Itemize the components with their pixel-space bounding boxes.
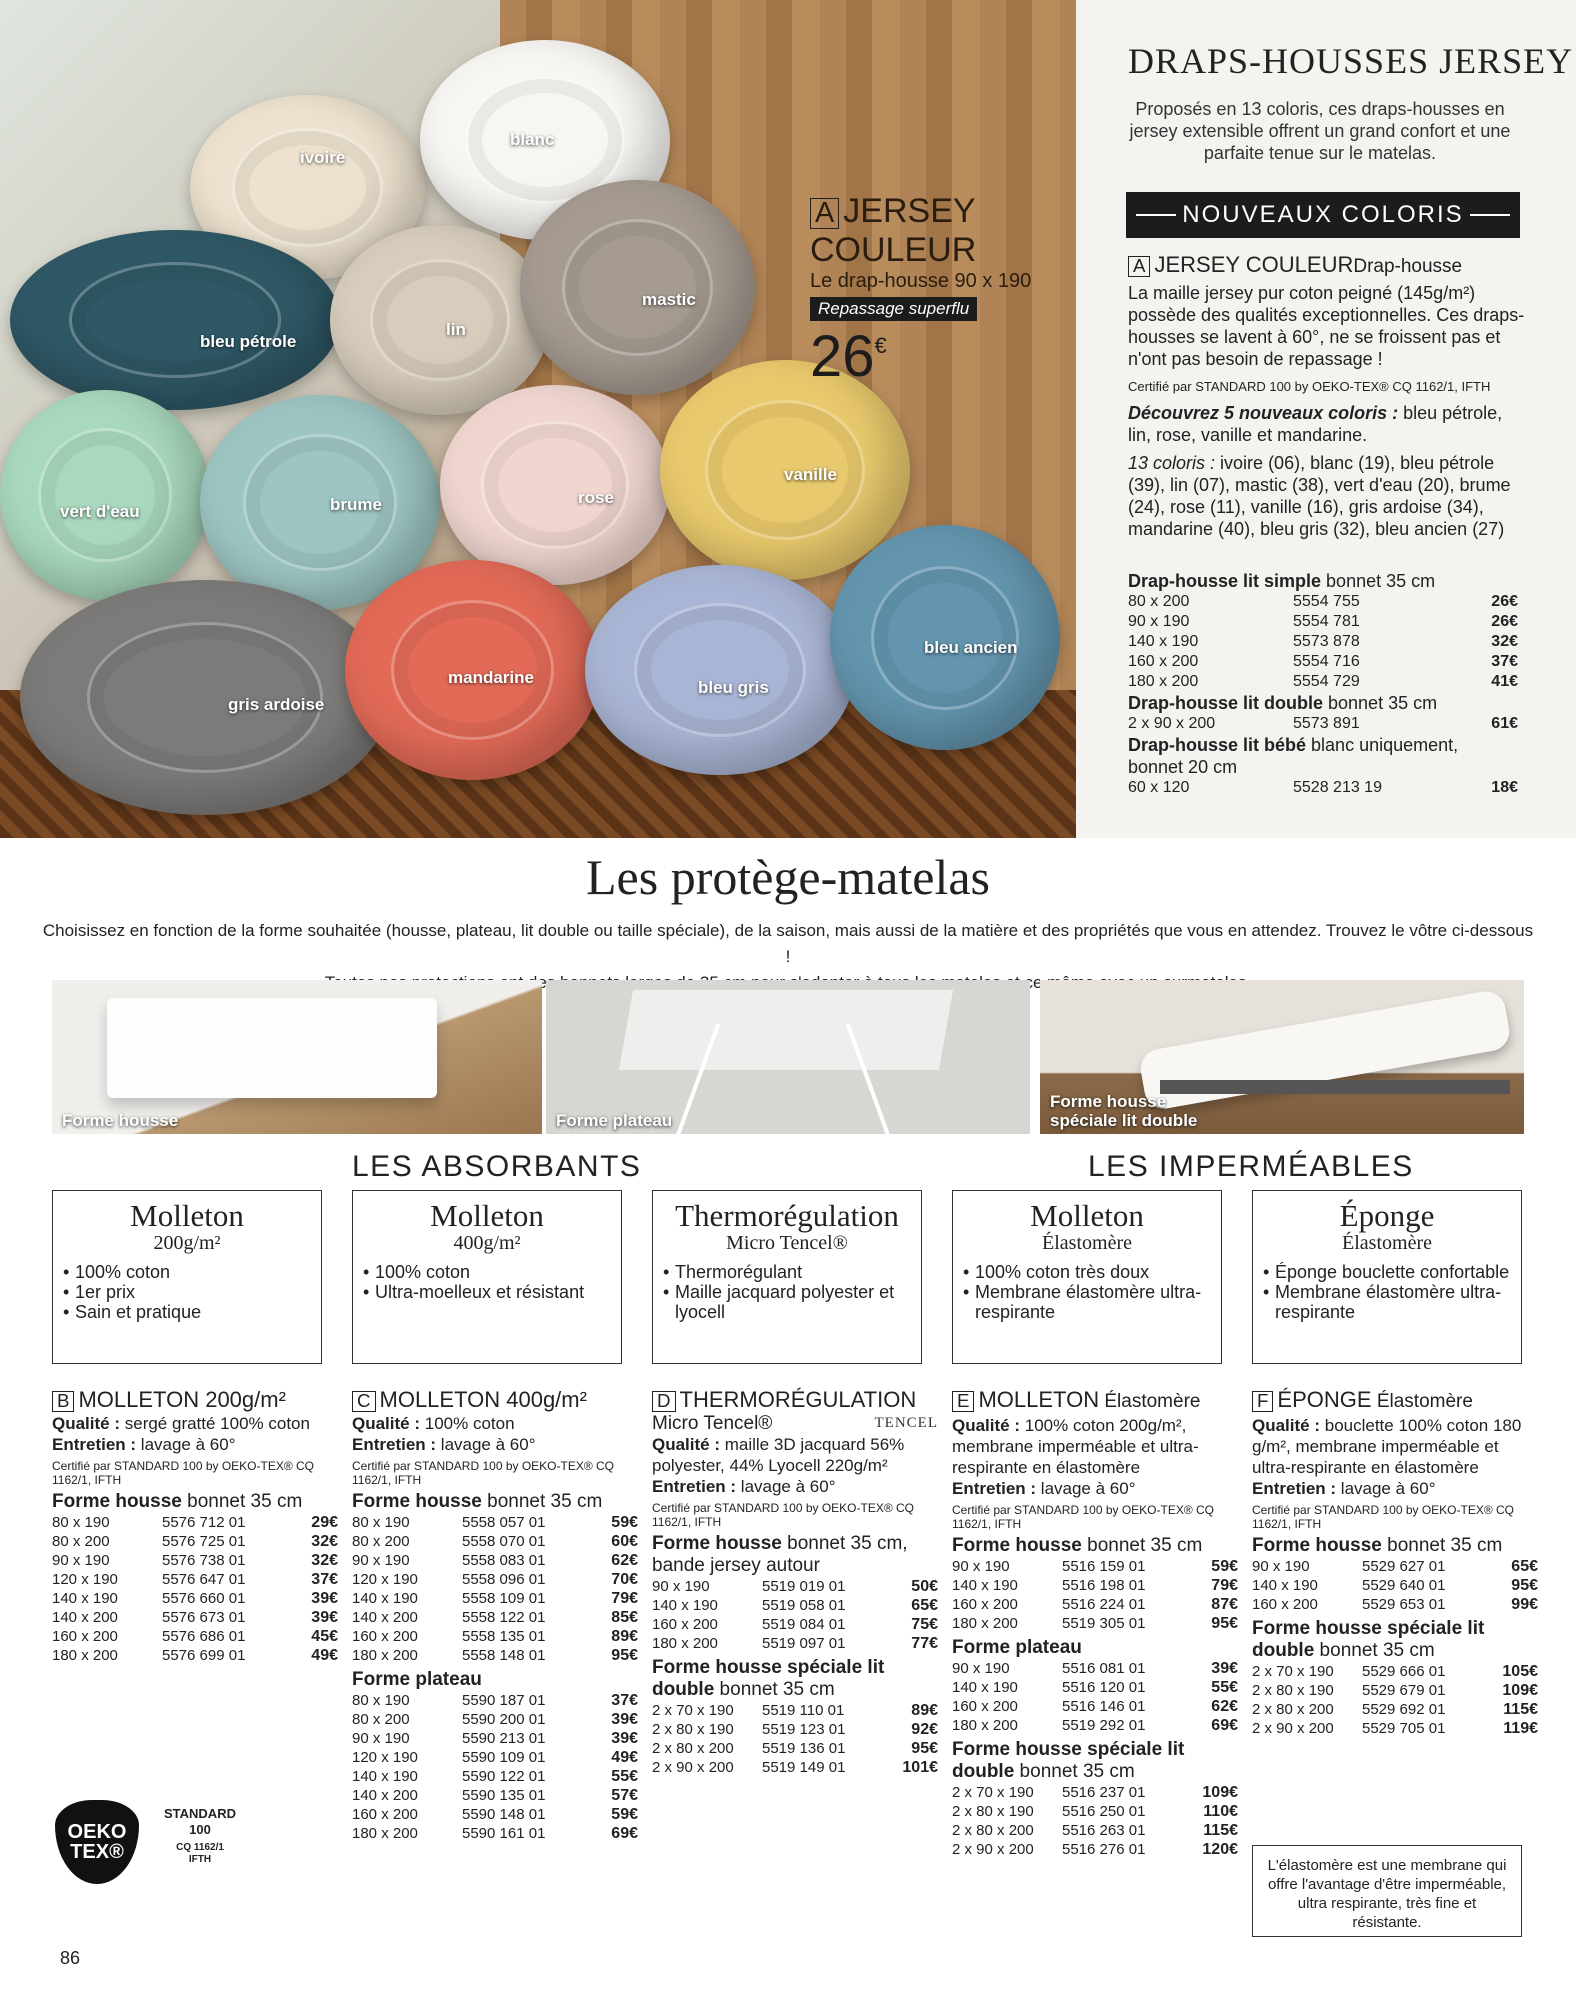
size-cell: 160 x 200 (1128, 653, 1199, 670)
size-cell: 80 x 190 (352, 1692, 410, 1709)
ref-cell: 5558 096 01 (462, 1571, 546, 1588)
price-cell: 45€ (311, 1628, 338, 1645)
ref-cell: 5554 781 (1293, 613, 1360, 630)
jersey-certification: Certifié par STANDARD 100 by OEKO-TEX® CQ 1162/1, IFTH (1128, 379, 1491, 394)
size-cell: 180 x 200 (952, 1717, 1018, 1734)
size-cell: 120 x 190 (352, 1571, 418, 1588)
price-cell: 75€ (911, 1616, 938, 1633)
size-cell: 2 x 90 x 200 (1128, 715, 1216, 732)
price-cell: 49€ (611, 1749, 638, 1766)
box-molleton-elastomere: Molleton Élastomère • 100% coton très doux • Membrane élastomère ultra-respirante (952, 1190, 1222, 1364)
label-mastic: mastic (642, 290, 696, 309)
section-title-draps-housses: DRAPS-HOUSSES JERSEY (1128, 41, 1574, 81)
hero-product-price: 26€ (810, 324, 887, 389)
ref-cell: 5558 109 01 (462, 1590, 546, 1607)
table-row (352, 1589, 638, 1608)
price-cell: 49€ (311, 1647, 338, 1664)
price-cell: 32€ (311, 1533, 338, 1550)
oeko-tex-badge: OEKO TEX® (55, 1800, 139, 1884)
ref-cell: 5516 263 01 (1062, 1822, 1146, 1839)
price-cell: 59€ (1211, 1558, 1238, 1575)
table-row (52, 1551, 338, 1570)
jersey-new-colors: Découvrez 5 nouveaux coloris : bleu pétrole, lin, rose, vanille et mandarine. (1128, 403, 1503, 445)
ref-cell: 5573 878 (1293, 633, 1360, 650)
roll-bleu-gris (585, 565, 855, 775)
hero-product-title: JERSEY COULEUR (810, 192, 977, 269)
table-row (52, 1646, 338, 1665)
size-cell: 90 x 190 (52, 1552, 110, 1569)
photo-forme-lit-double (1040, 980, 1524, 1134)
table-row (52, 1589, 338, 1608)
table-row (652, 1758, 938, 1777)
ref-cell: 5576 686 01 (162, 1628, 246, 1645)
table-row (352, 1767, 638, 1786)
price-cell: 70€ (611, 1571, 638, 1588)
photo-caption: Forme housse (62, 1111, 179, 1130)
price-cell: 39€ (1211, 1660, 1238, 1677)
size-cell: 180 x 200 (352, 1825, 418, 1842)
table-row (352, 1646, 638, 1665)
table-row (1128, 778, 1518, 798)
size-cell: 140 x 200 (352, 1609, 418, 1626)
size-cell: 120 x 190 (352, 1749, 418, 1766)
label-bleu-ancien: bleu ancien (924, 638, 1018, 657)
ref-cell: 5529 653 01 (1362, 1596, 1446, 1613)
table-row (1252, 1576, 1538, 1595)
size-cell: 80 x 200 (52, 1533, 110, 1550)
price-cell: 95€ (911, 1740, 938, 1757)
table-row (1128, 612, 1518, 632)
size-cell: 140 x 190 (952, 1679, 1018, 1696)
ref-cell: 5576 699 01 (162, 1647, 246, 1664)
price-cell: 50€ (911, 1578, 938, 1595)
size-cell: 90 x 190 (352, 1730, 410, 1747)
box-molleton-400: Molleton 400g/m² • 100% coton • Ultra-moelleux et résistant (352, 1190, 622, 1364)
ref-cell: 5576 712 01 (162, 1514, 246, 1531)
size-cell: 2 x 70 x 190 (652, 1702, 734, 1719)
price-cell: 26€ (1491, 613, 1518, 630)
size-cell: 80 x 200 (1128, 593, 1190, 610)
price-cell: 37€ (1491, 653, 1518, 670)
table-row (652, 1701, 938, 1720)
ref-cell: 5519 292 01 (1062, 1717, 1146, 1734)
photo-forme-plateau (546, 980, 1030, 1134)
price-cell: 41€ (1491, 673, 1518, 690)
ref-cell: 5576 660 01 (162, 1590, 246, 1607)
table-row (352, 1532, 638, 1551)
table-row (52, 1513, 338, 1532)
section-intro: Proposés en 13 coloris, ces draps-housses en jersey extensible offrent un grand confort et une parfaite tenue sur le matelas. (1129, 99, 1511, 163)
price-cell: 120€ (1202, 1841, 1238, 1858)
table-row (952, 1614, 1238, 1633)
size-cell: 140 x 190 (52, 1590, 118, 1607)
ref-cell: 5590 122 01 (462, 1768, 546, 1785)
price-cell: 79€ (611, 1590, 638, 1607)
label-bleu-gris: bleu gris (698, 678, 769, 697)
elastomere-note: L'élastomère est une membrane qui offre l'avantage d'être imperméable, ultra respirante, très fine et résistante. (1252, 1845, 1522, 1937)
size-cell: 180 x 200 (952, 1615, 1018, 1632)
size-cell: 90 x 190 (952, 1660, 1010, 1677)
price-cell: 26€ (1491, 593, 1518, 610)
ref-cell: 5519 149 01 (762, 1759, 846, 1776)
price-cell: 115€ (1503, 1701, 1538, 1718)
size-cell: 120 x 190 (52, 1571, 118, 1588)
table-row (652, 1720, 938, 1739)
table-row (952, 1576, 1238, 1595)
label-rose: rose (578, 488, 614, 507)
table-row (1128, 672, 1518, 692)
size-cell: 2 x 80 x 190 (652, 1721, 734, 1738)
price-cell: 89€ (611, 1628, 638, 1645)
ref-cell: 5590 187 01 (462, 1692, 546, 1709)
label-vert-deau: vert d'eau (60, 502, 140, 521)
ref-cell: 5590 135 01 (462, 1787, 546, 1804)
table-row (1252, 1681, 1538, 1700)
ref-cell: 5516 276 01 (1062, 1841, 1146, 1858)
size-cell: 2 x 90 x 200 (1252, 1720, 1334, 1737)
table-row (352, 1608, 638, 1627)
table-row (352, 1513, 638, 1532)
ref-cell: 5554 729 (1293, 673, 1360, 690)
label-gris-ardoise: gris ardoise (228, 695, 325, 714)
price-cell: 39€ (311, 1609, 338, 1626)
box-thermoregulation: Thermorégulation Micro Tencel® • Thermorégulant • Maille jacquard polyester et lyocell (652, 1190, 922, 1364)
ref-cell: 5529 666 01 (1362, 1663, 1446, 1680)
table-row (1128, 714, 1518, 734)
size-cell: 90 x 190 (1128, 613, 1190, 630)
ref-cell: 5519 305 01 (1062, 1615, 1146, 1632)
table-row (52, 1608, 338, 1627)
ref-cell: 5576 725 01 (162, 1533, 246, 1550)
ref-cell: 5590 148 01 (462, 1806, 546, 1823)
size-cell: 80 x 200 (352, 1533, 410, 1550)
box-molleton-200: Molleton 200g/m² • 100% coton • 1er prix • Sain et pratique (52, 1190, 322, 1364)
ref-cell: 5558 083 01 (462, 1552, 546, 1569)
label-vanille: vanille (784, 465, 837, 484)
box-eponge-elastomere: Éponge Élastomère • Éponge bouclette confortable • Membrane élastomère ultra-respirante (1252, 1190, 1522, 1364)
size-cell: 140 x 190 (1252, 1577, 1318, 1594)
size-cell: 2 x 80 x 200 (952, 1822, 1034, 1839)
size-cell: 180 x 200 (652, 1635, 718, 1652)
table-row (952, 1821, 1238, 1840)
size-cell: 140 x 190 (352, 1590, 418, 1607)
product-b: B MOLLETON 200g/m² Qualité : sergé gratté 100% coton Entretien : lavage à 60° Certifié par STANDARD 100 by OEKO-TEX® CQ 1162/1, IFTH Forme housse bonnet 35 cm 80 x 190 5576 712 01 29€ 80 x 200 5576 725 01 32€ 90 x 190 5576 738 01 32€ 120 x 190 5576 647 01 37€ 140 x 190 5576 660 01 39€ 140 x 200 5576 673 01 39€ 160 x 200 5576 686 01 45€ 180 x 200 5576 699 01 49€ (52, 1387, 338, 1664)
table-row (952, 1678, 1238, 1697)
size-cell: 160 x 200 (652, 1616, 718, 1633)
ref-cell: 5516 237 01 (1062, 1784, 1146, 1801)
size-cell: 160 x 200 (1252, 1596, 1318, 1613)
price-cell: 95€ (611, 1647, 638, 1664)
table-row (352, 1627, 638, 1646)
size-cell: 140 x 190 (952, 1577, 1018, 1594)
ref-cell: 5528 213 19 (1293, 779, 1382, 796)
ref-cell: 5558 135 01 (462, 1628, 546, 1645)
table-row (1128, 592, 1518, 612)
table-row (952, 1557, 1238, 1576)
ref-cell: 5516 120 01 (1062, 1679, 1146, 1696)
price-cell: 37€ (311, 1571, 338, 1588)
size-cell: 90 x 190 (952, 1558, 1010, 1575)
roll-lin (330, 225, 550, 415)
size-cell: 180 x 200 (52, 1647, 118, 1664)
jersey-product-block (1128, 252, 1528, 540)
ref-cell: 5516 146 01 (1062, 1698, 1146, 1715)
size-cell: 2 x 80 x 190 (952, 1803, 1034, 1820)
ref-cell: 5519 058 01 (762, 1597, 846, 1614)
table-row (652, 1634, 938, 1653)
price-cell: 101€ (902, 1759, 938, 1776)
ref-cell: 5576 673 01 (162, 1609, 246, 1626)
price-cell: 55€ (611, 1768, 638, 1785)
price-cell: 62€ (611, 1552, 638, 1569)
oeko-tex-standard: STANDARD 100 CQ 1162/1 IFTH (164, 1806, 236, 1865)
table-row (352, 1805, 638, 1824)
size-cell: 140 x 190 (352, 1768, 418, 1785)
price-cell: 37€ (611, 1692, 638, 1709)
ref-cell: 5529 692 01 (1362, 1701, 1446, 1718)
size-cell: 2 x 80 x 200 (1252, 1701, 1334, 1718)
size-cell: 2 x 80 x 190 (1252, 1682, 1334, 1699)
roll-vert-deau (0, 390, 210, 600)
ref-cell: 5519 123 01 (762, 1721, 846, 1738)
price-cell: 109€ (1502, 1682, 1538, 1699)
jersey-description: La maille jersey pur coton peigné (145g/m²) possède des qualités exceptionnelles. Ces draps-housses se lavent à 60°, ne se froissent pas et n'ont pas besoin de repassage ! (1128, 283, 1525, 369)
table-row (1128, 632, 1518, 652)
table-row (1252, 1557, 1538, 1576)
size-cell: 90 x 190 (1252, 1558, 1310, 1575)
size-cell: 160 x 200 (952, 1596, 1018, 1613)
ref-cell: 5573 891 (1293, 715, 1360, 732)
size-cell: 2 x 90 x 200 (652, 1759, 734, 1776)
table-row (52, 1627, 338, 1646)
size-cell: 140 x 190 (1128, 633, 1199, 650)
table-row (1252, 1595, 1538, 1614)
ref-cell: 5590 109 01 (462, 1749, 546, 1766)
table-row (352, 1786, 638, 1805)
label-blanc: blanc (510, 130, 555, 149)
ref-cell: 5558 122 01 (462, 1609, 546, 1626)
hero-product-tag: Repassage superflu (810, 297, 977, 321)
size-cell: 90 x 190 (352, 1552, 410, 1569)
price-cell: 57€ (611, 1787, 638, 1804)
ref-cell: 5590 200 01 (462, 1711, 546, 1728)
table-row (52, 1570, 338, 1589)
ref-cell: 5529 705 01 (1362, 1720, 1446, 1737)
ref-cell: 5558 148 01 (462, 1647, 546, 1664)
product-c: C MOLLETON 400g/m² Qualité : 100% coton Entretien : lavage à 60° Certifié par STANDARD 100 by OEKO-TEX® CQ 1162/1, IFTH Forme housse bonnet 35 cm 80 x 190 5558 057 01 59€ 80 x 200 5558 070 01 60€ 90 x 190 5558 083 01 62€ 120 x 190 5558 096 01 70€ 140 x 190 5558 109 01 79€ 140 x 200 5558 122 01 85€ 160 x 200 5558 135 01 89€ 180 x 200 5558 148 01 95€ Forme plateau 80 x 190 5590 187 01 37€ 80 x 200 5590 200 01 39€ 90 x 190 5590 213 01 39€ 120 x 190 5590 109 01 49€ 140 x 190 5590 122 01 55€ 140 x 200 5590 135 01 57€ 160 x 200 5590 148 01 59€ 180 x 200 5590 161 01 69€ (352, 1387, 638, 1842)
ref-cell: 5529 640 01 (1362, 1577, 1446, 1594)
hero-product-subtitle: Le drap-housse 90 x 190 (810, 270, 1032, 292)
size-cell: 180 x 200 (1128, 673, 1199, 690)
ref-cell: 5516 198 01 (1062, 1577, 1146, 1594)
price-cell: 65€ (911, 1597, 938, 1614)
product-letter-a: A (810, 198, 839, 229)
table-row (652, 1739, 938, 1758)
table-row (1252, 1662, 1538, 1681)
ref-cell: 5516 224 01 (1062, 1596, 1146, 1613)
ref-cell: 5554 755 (1293, 593, 1360, 610)
ref-cell: 5529 679 01 (1362, 1682, 1446, 1699)
table-row (952, 1659, 1238, 1678)
table-row (952, 1697, 1238, 1716)
ref-cell: 5519 084 01 (762, 1616, 846, 1633)
price-cell: 39€ (611, 1711, 638, 1728)
size-cell: 2 x 80 x 200 (652, 1740, 734, 1757)
table-row (352, 1824, 638, 1843)
price-cell: 39€ (611, 1730, 638, 1747)
price-cell: 39€ (311, 1590, 338, 1607)
product-e: E MOLLETON Élastomère Qualité : 100% coton 200g/m², membrane imperméable et ultra-respirante en élastomère Entretien : lavage à 60° Certifié par STANDARD 100 by OEKO-TEX® CQ 1162/1, IFTH Forme housse bonnet 35 cm 90 x 190 5516 159 01 59€ 140 x 190 5516 198 01 79€ 160 x 200 5516 224 01 87€ 180 x 200 5519 305 01 95€ Forme plateau 90 x 190 5516 081 01 39€ 140 x 190 5516 120 01 55€ 160 x 200 5516 146 01 62€ 180 x 200 5519 292 01 69€ Forme housse spéciale lit double bonnet 35 cm 2 x 70 x 190 5516 237 01 109€ 2 x 80 x 190 5516 250 01 110€ 2 x 80 x 200 5516 263 01 115€ 2 x 90 x 200 5516 276 01 120€ (952, 1387, 1238, 1858)
jersey-title: JERSEY COULEUR (1154, 252, 1354, 277)
hero-photo (0, 0, 1076, 838)
photo-caption: Forme housse spéciale lit double (1050, 1092, 1198, 1130)
size-cell: 90 x 190 (652, 1578, 710, 1595)
table-row (1252, 1719, 1538, 1738)
ref-cell: 5519 110 01 (762, 1702, 845, 1719)
photo-forme-housse (52, 980, 542, 1134)
price-cell: 69€ (1211, 1717, 1238, 1734)
tencel-logo: TENCEL (874, 1415, 938, 1431)
ref-cell: 5529 627 01 (1362, 1558, 1446, 1575)
price-cell: 95€ (1211, 1615, 1238, 1632)
roll-bleu-petrole (10, 230, 340, 410)
ref-cell: 5576 647 01 (162, 1571, 246, 1588)
size-cell: 80 x 200 (352, 1711, 410, 1728)
price-cell: 115€ (1203, 1822, 1238, 1839)
ref-cell: 5554 716 (1293, 653, 1360, 670)
ref-cell: 5519 019 01 (762, 1578, 846, 1595)
size-cell: 140 x 200 (352, 1787, 418, 1804)
photo-caption: Forme plateau (556, 1111, 673, 1130)
price-cell: 99€ (1511, 1596, 1538, 1613)
page-number: 86 (60, 1948, 81, 1968)
price-cell: 59€ (611, 1514, 638, 1531)
price-cell: 60€ (611, 1533, 638, 1550)
size-cell: 140 x 190 (652, 1597, 718, 1614)
table-row (952, 1802, 1238, 1821)
table-row (952, 1783, 1238, 1802)
size-cell: 180 x 200 (352, 1647, 418, 1664)
table-row (352, 1551, 638, 1570)
table-row (652, 1615, 938, 1634)
label-lin: lin (446, 320, 466, 339)
price-cell: 79€ (1211, 1577, 1238, 1594)
price-cell: 77€ (911, 1635, 938, 1652)
ref-cell: 5516 159 01 (1062, 1558, 1146, 1575)
ref-cell: 5558 057 01 (462, 1514, 546, 1531)
size-cell: 60 x 120 (1128, 779, 1190, 796)
table-row (652, 1596, 938, 1615)
ref-cell: 5519 097 01 (762, 1635, 846, 1652)
jersey-colors-list: 13 coloris : ivoire (06), blanc (19), bleu pétrole (39), lin (07), mastic (38), vert d'eau (20), brume (24), rose (11), vanille (16), gris ardoise (34), mandarine (40), bleu gris (32), bleu ancien (27) (1128, 453, 1511, 539)
table-row (352, 1710, 638, 1729)
table-row (352, 1570, 638, 1589)
new-colors-banner: NOUVEAUX COLORIS (1126, 192, 1520, 238)
size-cell: 80 x 190 (352, 1514, 410, 1531)
table-row (352, 1691, 638, 1710)
ref-cell: 5576 738 01 (162, 1552, 246, 1569)
price-cell: 119€ (1503, 1720, 1538, 1737)
price-cell: 85€ (611, 1609, 638, 1626)
price-cell: 89€ (911, 1702, 938, 1719)
table-row (352, 1729, 638, 1748)
product-letter-a: A (1128, 256, 1150, 277)
size-cell: 160 x 200 (52, 1628, 118, 1645)
table-row (652, 1577, 938, 1596)
roll-mastic (520, 180, 755, 395)
price-cell: 92€ (911, 1721, 938, 1738)
ref-cell: 5590 213 01 (462, 1730, 546, 1747)
ref-cell: 5516 081 01 (1062, 1660, 1146, 1677)
product-d: D THERMORÉGULATION Micro Tencel® TENCEL Qualité : maille 3D jacquard 56% polyester, 44% Lyocell 220g/m² Entretien : lavage à 60° Certifié par STANDARD 100 by OEKO-TEX® CQ 1162/1, IFTH Forme housse bonnet 35 cm, bande jersey autour 90 x 190 5519 019 01 50€ 140 x 190 5519 058 01 65€ 160 x 200 5519 084 01 75€ 180 x 200 5519 097 01 77€ Forme housse spéciale lit double bonnet 35 cm 2 x 70 x 190 5519 110 01 89€ 2 x 80 x 190 5519 123 01 92€ 2 x 80 x 200 5519 136 01 95€ 2 x 90 x 200 5519 149 01 101€ (652, 1387, 938, 1776)
price-cell: 55€ (1211, 1679, 1238, 1696)
price-cell: 32€ (311, 1552, 338, 1569)
price-cell: 62€ (1211, 1698, 1238, 1715)
section-absorbants: LES ABSORBANTS (352, 1150, 642, 1183)
price-cell: 95€ (1511, 1577, 1538, 1594)
roll-gris-ardoise (20, 580, 390, 815)
size-cell: 80 x 190 (52, 1514, 110, 1531)
size-cell: 2 x 70 x 190 (1252, 1663, 1334, 1680)
table-row (952, 1840, 1238, 1859)
price-cell: 110€ (1203, 1803, 1238, 1820)
table-row (352, 1748, 638, 1767)
jersey-price-table: Drap-housse lit simple bonnet 35 cm 80 x 200 5554 755 26€ 90 x 190 5554 781 26€ 140 x 190 5573 878 32€ 160 x 200 5554 716 37€ 180 x 200 5554 729 41€ Drap-housse lit double bonnet 35 cm 2 x 90 x 200 5573 891 61€ Drap-housse lit bébé blanc uniquement, bonnet 20 cm 60 x 120 5528 213 19 18€ (1128, 571, 1518, 796)
table-row (1128, 652, 1518, 672)
section-impermeables: LES IMPERMÉABLES (1088, 1150, 1414, 1183)
ref-cell: 5590 161 01 (462, 1825, 546, 1842)
ref-cell: 5519 136 01 (762, 1740, 846, 1757)
price-cell: 87€ (1211, 1596, 1238, 1613)
price-cell: 59€ (611, 1806, 638, 1823)
price-cell: 105€ (1502, 1663, 1538, 1680)
table-row (952, 1595, 1238, 1614)
price-cell: 109€ (1202, 1784, 1238, 1801)
size-cell: 2 x 90 x 200 (952, 1841, 1034, 1858)
roll-rose (440, 385, 670, 585)
price-cell: 69€ (611, 1825, 638, 1842)
size-cell: 140 x 200 (52, 1609, 118, 1626)
size-cell: 160 x 200 (352, 1806, 418, 1823)
table-row (952, 1716, 1238, 1735)
ref-cell: 5558 070 01 (462, 1533, 546, 1550)
protege-matelas-title: Les protège-matelas (586, 849, 990, 905)
label-ivoire: ivoire (300, 148, 346, 167)
table-row (52, 1532, 338, 1551)
ref-cell: 5516 250 01 (1062, 1803, 1146, 1820)
oeko-tex-logo (55, 1800, 255, 1890)
product-f: F ÉPONGE Élastomère Qualité : bouclette 100% coton 180 g/m², membrane imperméable et ultra-respirante en élastomère Entretien : lavage à 60° Certifié par STANDARD 100 by OEKO-TEX® CQ 1162/1, IFTH Forme housse bonnet 35 cm 90 x 190 5529 627 01 65€ 140 x 190 5529 640 01 95€ 160 x 200 5529 653 01 99€ Forme housse spéciale lit double bonnet 35 cm 2 x 70 x 190 5529 666 01 105€ 2 x 80 x 190 5529 679 01 109€ 2 x 80 x 200 5529 692 01 115€ 2 x 90 x 200 5529 705 01 119€ (1252, 1387, 1538, 1737)
price-cell: 29€ (311, 1514, 338, 1531)
size-cell: 2 x 70 x 190 (952, 1784, 1034, 1801)
size-cell: 160 x 200 (952, 1698, 1018, 1715)
jersey-title-rest: Drap-housse (1353, 256, 1463, 277)
price-cell: 18€ (1491, 779, 1518, 796)
table-row (1252, 1700, 1538, 1719)
protege-matelas-intro: Choisissez en fonction de la forme souhaitée (housse, plateau, lit double ou taille spéciale), de la saison, mais aussi de la matière et des propriétés que vous en attendez. Trouvez le vôtre ci-dessous ! ce (42, 921, 1534, 992)
price-cell: 65€ (1511, 1558, 1538, 1575)
price-cell: 61€ (1491, 715, 1518, 732)
hero-price-box (810, 192, 1076, 390)
label-brume: brume (330, 495, 382, 514)
price-cell: 32€ (1491, 633, 1518, 650)
label-bleu-petrole: bleu pétrole (200, 332, 297, 351)
size-cell: 160 x 200 (352, 1628, 418, 1645)
label-mandarine: mandarine (448, 668, 534, 687)
